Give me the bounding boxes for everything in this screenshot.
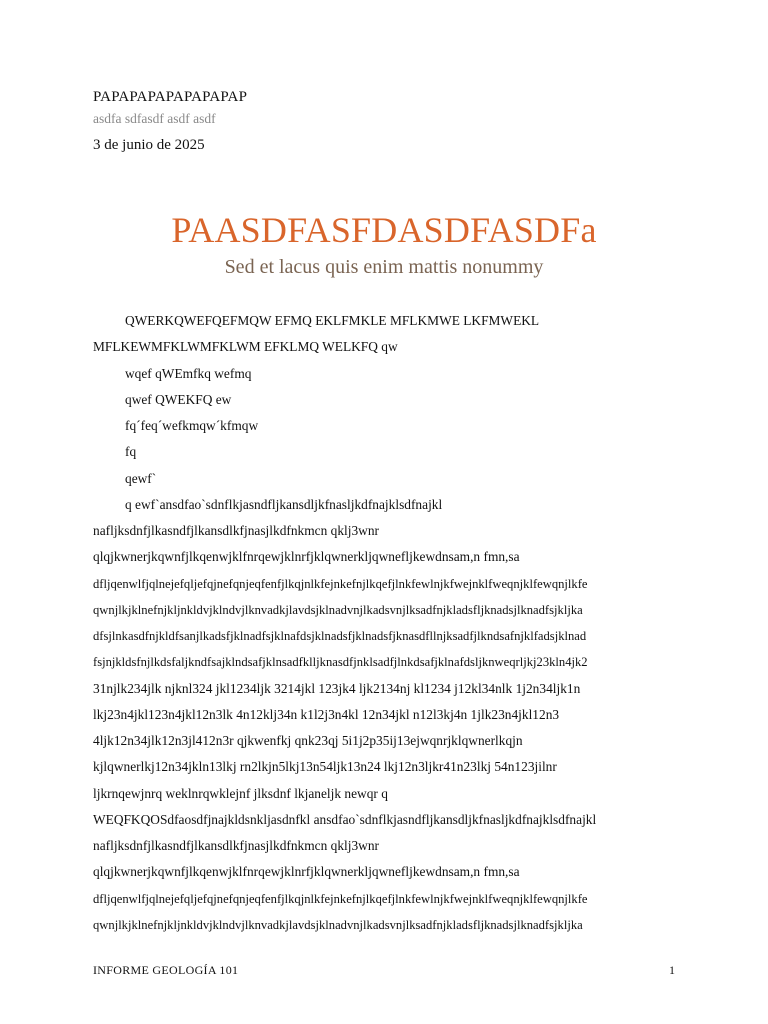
body-line: qlqjkwnerjkqwnfjlkqenwjklfnrqewjklnrfjklqwnerkljqwnefljkewdnsam,n fmn,sa xyxy=(93,549,520,565)
author-name: PAPAPAPAPAPAPAPAP xyxy=(93,89,248,105)
body-line: nafljksdnfjlkasndfjlkansdlkfjnasjlkdfnkmcn qklj3wnr xyxy=(93,523,379,538)
paragraph-text: dfaosdfjnajkldsnkljasdnfkl ansdfao`sdnflkjasndfljkansdljkfnasljkdfnajklsdfnajkl xyxy=(167,811,597,827)
body-text xyxy=(93,308,683,938)
body-line: q ewf`ansdfao`sdnflkjasndfljkansdljkfnasljkdfnajklsdfnajkl xyxy=(125,496,443,512)
title-block xyxy=(0,208,768,280)
document-header xyxy=(93,87,247,155)
course-name: asdfa sdfasdf asdf asdf xyxy=(93,111,216,126)
body-line xyxy=(93,807,683,833)
body-line: MFLKEWMFKLWMFKLWM EFKLMQ WELKFQ qw xyxy=(93,339,398,355)
body-line: nafljksdnfjlkasndfjlkansdlkfjnasjlkdfnkmcn qklj3wnr xyxy=(93,838,379,853)
body-line: qwnjlkjklnefnjkljnkldvjklndvjlknvadkjlavdsjklnadvnjlkadsvnjlksadfnjkladsfljknadsjlknadfsjkljka xyxy=(93,917,583,932)
paragraph-lead-text: WEQFKQOS xyxy=(93,811,168,827)
page-number: 1 xyxy=(669,963,675,977)
document-subtitle: Sed et lacus quis enim mattis nonummy xyxy=(224,256,544,278)
body-line: wqef qWEmfkq wefmq xyxy=(125,365,252,381)
document-date: 3 de junio de 2025 xyxy=(93,137,205,153)
body-line: fq xyxy=(125,444,137,460)
body-line: dfljqenwlfjqlnejefqljefqjnefqnjeqfenfjlkqjnlkfejnkefnjlkqefjlnkfewlnjkfwejnklfweqnjklfewqnjlkfe xyxy=(93,891,588,906)
footer-label: INFORME GEOLOGÍA 101 xyxy=(93,963,239,977)
body-line: dfsjlnkasdfnjkldfsanjlkadsfjklnadfsjklnafdsjklnadsfjklnadsfjknasdfllnjksadfjlkndsafnjklfadsjklnad xyxy=(93,629,587,643)
body-line: QWERKQWEFQEFMQW EFMQ EKLFMKLE MFLKMWE LKFMWEKL xyxy=(125,313,540,328)
body-line: lkj23n4jkl123n4jkl12n3lk 4n12klj34n k1l2j3n4kl 12n34jkl n12l3kj4n 1jlk23n4jkl12n3 xyxy=(93,706,560,722)
body-line: qlqjkwnerjkqwnfjlkqenwjklfnrqewjklnrfjklqwnerkljqwnefljkewdnsam,n fmn,sa xyxy=(93,864,520,880)
body-line: ljkrnqewjnrq weklnrqwklejnf jlksdnf lkjaneljk newqr q xyxy=(93,785,388,801)
body-line: kjlqwnerlkj12n34jkln13lkj rn2lkjn5lkj13n54ljk13n24 lkj12n3ljkr41n23lkj 54n123jilnr xyxy=(93,759,557,775)
body-line: qewf` xyxy=(125,470,157,486)
body-line: fq´feq´wefkmqw´kfmqw xyxy=(125,418,259,433)
document-title: PAASDFASFDASDFASDFa xyxy=(171,210,597,250)
body-line: 4ljk12n34jlk12n3jl412n3r qjkwenfkj qnk23qj 5i1j2p35ij13ejwqnrjklqwnerlkqjn xyxy=(93,733,523,748)
body-line: fsjnjkldsfnjlkdsfaljkndfsajklndsafjklnsadfklljknasdfjnklsadfjlnkdsafjklnafdsljknweqrljkj23kln4jk2 xyxy=(93,655,588,670)
body-line: dfljqenwlfjqlnejefqljefqjnefqnjeqfenfjlkqjnlkfejnkefnjlkqefjlnkfewlnjkfwejnklfweqnjklfewqnjlkfe xyxy=(93,576,588,591)
body-line: qwef QWEKFQ ew xyxy=(125,391,232,407)
body-line: 31njlk234jlk njknl324 jkl1234ljk 3214jkl 123jk4 ljk2134nj kl1234 j12kl34nlk 1j2n34ljk1n xyxy=(93,680,581,696)
body-line: qwnjlkjklnefnjkljnkldvjklndvjlknvadkjlavdsjklnadvnjlkadsvnjlksadfnjkladsfljknadsjlknadfsjkljka xyxy=(93,602,583,617)
